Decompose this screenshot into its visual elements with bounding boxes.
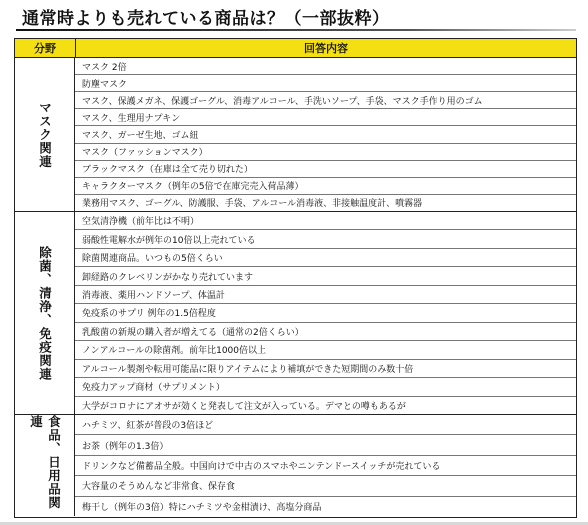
title-underline xyxy=(16,29,576,31)
category-cell xyxy=(15,58,75,211)
table-row: 除菌関連商品。いつもの5倍くらい xyxy=(75,249,576,267)
table-row: 免疫力アップ商材（サプリメント） xyxy=(75,378,576,396)
table-row: キャラクターマスク（例年の5倍で在庫完売入荷品薄） xyxy=(75,178,576,195)
table-row: 防塵マスク xyxy=(75,75,576,92)
group-sanitize xyxy=(15,212,576,415)
table-row: 空気清浄機（前年比は不明） xyxy=(75,212,576,230)
table-row: 乳酸菌の新規の購入者が増えてる（通常の2倍くらい） xyxy=(75,323,576,341)
group-mask xyxy=(15,58,576,212)
answers-table xyxy=(14,38,577,518)
table-row: ハチミツ、紅茶が普段の3倍ほど xyxy=(75,415,576,435)
table-row: お茶（例年の1.3倍） xyxy=(75,435,576,455)
table-row: マスク 2倍 xyxy=(75,58,576,75)
page-title: 通常時よりも売れている商品は？（一部抜粋） xyxy=(22,9,390,29)
table-row: 梅干し（例年の3倍）特にハチミツや金柑漬け、高塩分商品 xyxy=(82,502,322,513)
table-header xyxy=(15,39,576,58)
category-label: 食品、日用品関連 xyxy=(28,415,62,510)
table-row: ノンアルコールの除菌剤。前年比1000倍以上 xyxy=(75,341,576,359)
group-food xyxy=(15,415,576,516)
table-row: 弱酸性電解水が例年の10倍以上売れている xyxy=(75,230,576,248)
header-category: 分野 xyxy=(15,39,76,57)
table-row: 消毒液、薬用ハンドソープ、体温計 xyxy=(75,286,576,304)
category-label: 除菌、清浄、免疫関連 xyxy=(37,245,53,381)
table-row: ドリンクなど備蓄品全般。中国向けで中古のスマホやニンテンドースイッチが売れている xyxy=(75,456,576,476)
table-row: 大容量のそうめんなど非常食、保存食 xyxy=(75,476,576,496)
table-row: ブラックマスク（在庫は全て売り切れた） xyxy=(75,161,576,178)
table-row: マスク、ガーゼ生地、ゴム紐 xyxy=(75,126,576,143)
table-row: マスク、保護メガネ、保護ゴーグル、消毒アルコール、手洗いソープ、手袋、マスク手作り用のゴム xyxy=(75,92,576,109)
table-row: マスク、生理用ナプキン xyxy=(75,109,576,126)
category-label: マスク関連 xyxy=(37,100,53,169)
table-row: 免疫系のサプリ 例年の1.5倍程度 xyxy=(75,304,576,322)
table-row: 卸経路のクレベリンがかなり売れています xyxy=(75,267,576,285)
table-row: 業務用マスク、ゴーグル、防護服、手袋、アルコール消毒液、非接触温度計、噴霧器 xyxy=(82,199,423,210)
category-cell xyxy=(15,212,75,414)
header-answer: 回答内容 xyxy=(304,42,348,55)
category-cell xyxy=(15,415,75,516)
table-row: マスク（ファッションマスク） xyxy=(75,144,576,161)
table-row: 大学がコロナにアオサが効くと発表して注文が入っている。デマとの噂もあるが xyxy=(82,401,406,412)
table-row: アルコール製剤や転用可能品に限りアイテムにより補填ができた短期間のみ数十倍 xyxy=(75,360,576,378)
